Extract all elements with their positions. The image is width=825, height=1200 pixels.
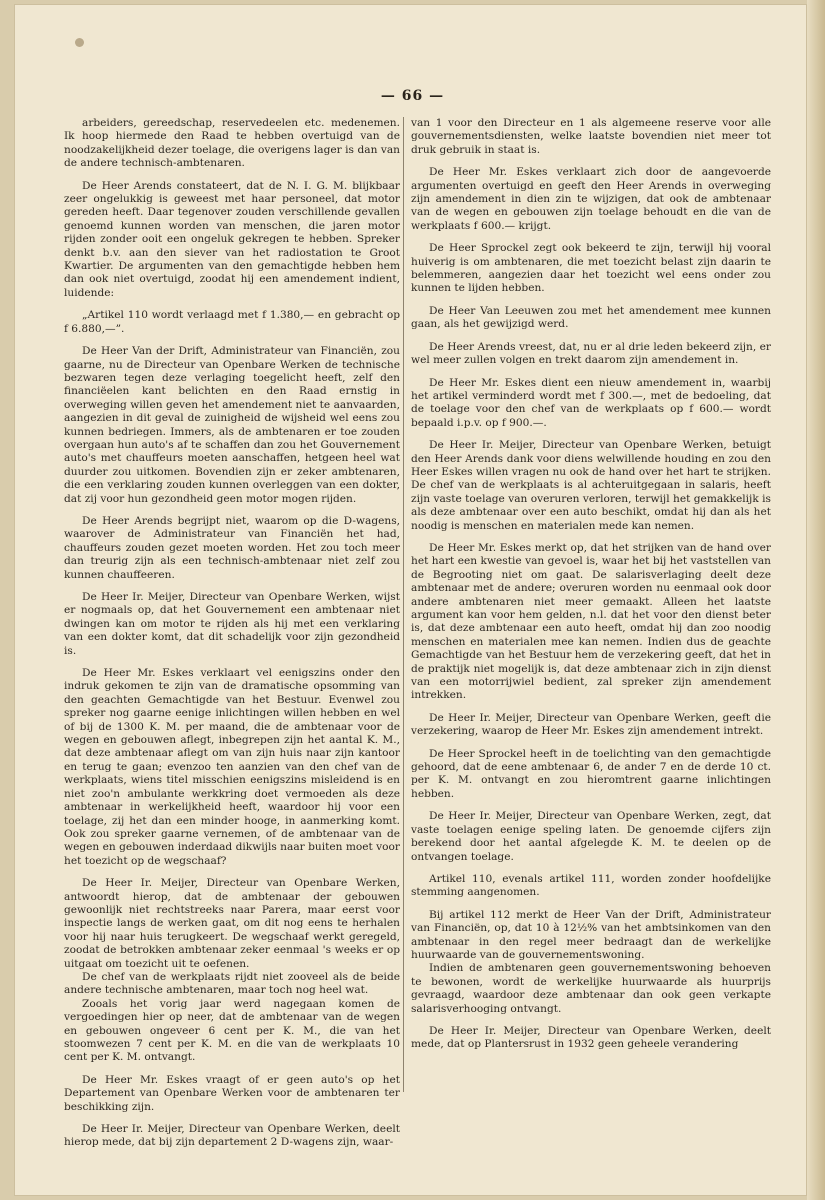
paragraph: De Heer Sprockel zegt ook bekeerd te zijn, terwijl hij vooral huiverig is om ambtenaren, die met toezicht belast zijn daarin te belemmeren, aangezien daar het toezicht wel eens onder zou kunnen te lijden hebben. xyxy=(411,242,771,295)
paragraph: De Heer Mr. Eskes dient een nieuw amendement in, waarbij het artikel verminderd wordt met f 300.—, met de bedoeling, dat de toelage voor den chef van de werkplaats op f 600.— wordt bepaald i.p.v. op f 900.—. xyxy=(411,376,771,429)
column-divider xyxy=(403,117,404,1092)
paragraph: De Heer Van der Drift, Administrateur van Financiën, zou gaarne, nu de Directeur van Openbare Werken de technische bezwaren tegen deze verlaging toegelicht heeft, zelf den financiëelen kant belichten en den Raad ernstig in overweging willen geven het amendement niet te aanvaarden, aangezien in dit geval de zuinigheid de wijsheid wel eens zou kunnen bedriegen. Immers, als de ambtenaren er toe zouden overgaan hun auto's af te schaffen dan zou het Gouvernement auto's met chauffeurs moeten aanschaffen, hetgeen heel wat duurder zou uitkomen. Bovendien zijn er zeker ambtenaren, die een verklaring zouden kunnen overleggen van een dokter, dat zij voor hun gezondheid geen motor mogen rijden. xyxy=(64,345,400,505)
paragraph: De Heer Ir. Meijer, Directeur van Openbare Werken, antwoordt hierop, dat de ambtenaar der gebouwen gewoonlijk niet rechtstreeks naar Parera, maar eerst voor inspectie langs de werken gaat, om dit nog eens te herhalen voor hij naar huis terugkeert. De wegschaaf werkt geregeld, zoodat de betrokken ambtenaar zeker eenmaal 's weeks er op uitgaat om toezicht uit te oefenen. xyxy=(64,877,400,970)
paragraph: De Heer Arends constateert, dat de N. I. G. M. blijkbaar zeer ongelukkig is geweest met haar personeel, dat motor gereden heeft. Daar tegenover zouden verschillende gevallen genoemd kunnen worden van menschen, die jaren motor rijden zonder ooit een ongeluk gekregen te hebben. Spreker denkt b.v. aan den siever van het radiostation te Groot Kwartier. De argumenten van den gemachtigde hebben hem dan ook niet overtuigd, zoodat hij een amendement indient, luidende: xyxy=(64,179,400,299)
paragraph: Bij artikel 112 merkt de Heer Van der Drift, Administrateur van Financiën, op, dat 10 à 12½% van het ambtsinkomen van den ambtenaar in den regel meer bedraagt dan de werkelijke huurwaarde van de gouvernementswoning. xyxy=(411,908,771,961)
right-text-column xyxy=(411,117,771,1061)
paragraph: De Heer Ir. Meijer, Directeur van Openbare Werken, zegt, dat vaste toelagen eenige speling laten. De genoemde cijfers zijn berekend door het aantal afgelegde K. M. te deelen op de ontvangen toelage. xyxy=(411,810,771,863)
paragraph: De Heer Mr. Eskes merkt op, dat het strijken van de hand over het hart een kwestie van gevoel is, waar het bij het vaststellen van de Begrooting niet om gaat. De salarisverlaging deelt deze ambtenaar met de andere; overuren worden nu eenmaal ook door andere ambtenaren niet meer gemaakt. Alleen het laatste argument kan voor hem gelden, n.l. dat het voor den dienst beter is, dat deze ambtenaar een auto heeft, omdat hij dan zoo noodig menschen en materialen mee kan nemen. Indien dus de geachte Gemachtigde van het Bestuur hem de verzekering geeft, dat het in de praktijk niet mogelijk is, dat deze ambtenaar zich in zijn dienst van een motorrijwiel bedient, zal spreker zijn amendement intrekken. xyxy=(411,541,771,702)
left-text-column xyxy=(64,117,400,1159)
paragraph: arbeiders, gereedschap, reservedeelen etc. medenemen. Ik hoop hiermede den Raad te hebben overtuigd van de noodzakelijkheid dezer toelage, die overigens lager is dan van de andere technisch-ambtenaren. xyxy=(64,117,400,170)
paragraph: De Heer Van Leeuwen zou met het amendement mee kunnen gaan, als het gewijzigd werd. xyxy=(411,304,771,331)
paragraph: van 1 voor den Directeur en 1 als algemeene reserve voor alle gouvernementsdiensten, welke laatste bovendien niet meer tot druk gebruik in staat is. xyxy=(411,117,771,156)
paragraph: Artikel 110, evenals artikel 111, worden zonder hoofdelijke stemming aangenomen. xyxy=(411,872,771,899)
paragraph: De Heer Ir. Meijer, Directeur van Openbare Werken, wijst er nogmaals op, dat het Gouvernement een ambtenaar niet dwingen kan om motor te rijden als hij met een verklaring van een dokter komt, dat dit schadelijk voor zijn gezondheid is. xyxy=(64,591,400,657)
page-edge xyxy=(807,0,825,1200)
paragraph: De Heer Arends vreest, dat, nu er al drie leden bekeerd zijn, er wel meer zullen volgen en trekt daarom zijn amendement in. xyxy=(411,340,771,367)
paragraph: De Heer Ir. Meijer, Directeur van Openbare Werken, betuigt den Heer Arends dank voor diens welwillende houding en zou den Heer Eskes willen vragen nu ook de hand over het hart te strijken. De chef van de werkplaats is al achteruitgegaan in salaris, heeft zijn vaste toelage van overuren verloren, terwijl het gemakkelijk is als deze ambtenaar over een auto beschikt, omdat hij dan als het noodig is menschen en materialen mede kan nemen. xyxy=(411,439,771,532)
paragraph: De Heer Mr. Eskes verklaart zich door de aangevoerde argumenten overtuigd en geeft den Heer Arends in overweging zijn amendement in dien zin te wijzigen, dat ook de ambtenaar van de wegen en gebouwen zijn toelage behoudt en die van de werkplaats f 600.— krijgt. xyxy=(411,166,771,232)
paragraph: De chef van de werkplaats rijdt niet zooveel als de beide andere technische ambtenaren, maar toch nog heel wat. xyxy=(64,970,400,997)
paragraph: Indien de ambtenaren geen gouvernementswoning behoeven te bewonen, wordt de werkelijke huurwaarde als huurprijs gevraagd, waardoor deze ambtenaar dan ook geen verkapte salarisverhooging ontvangt. xyxy=(411,962,771,1015)
paragraph: Zooals het vorig jaar werd nagegaan komen de vergoedingen hier op neer, dat de ambtenaar van de wegen en gebouwen ongeveer 6 cent per K. M., die van het stoomwezen 7 cent per K. M. en die van de werkplaats 10 cent per K. M. ontvangt. xyxy=(64,997,400,1064)
paragraph: „Artikel 110 wordt verlaagd met f 1.380,— en gebracht op f 6.880,—”. xyxy=(64,309,400,335)
paragraph: De Heer Ir. Meijer, Directeur van Openbare Werken, deelt hierop mede, dat bij zijn departement 2 D-wagens zijn, waar- xyxy=(64,1123,400,1149)
paragraph: De Heer Mr. Eskes verklaart vel eenigszins onder den indruk gekomen te zijn van de dramatische opsomming van den geachten Gemachtigde van het Bestuur. Evenwel zou spreker nog gaarne eenige inlichtingen willen hebben en wel of bij de 1300 K. M. per maand, die de ambtenaar voor de wegen en gebouwen aflegt, inbegrepen zijn het aantal K. M., dat deze ambtenaar aflegt om van zijn huis naar zijn kantoor en terug te gaan; evenzoo ten aanzien van den chef van de werkplaats, wiens titel misschien eenigszins misleidend is en niet zoo'n ambulante werkkring doet vermoeden als deze ambtenaar in werkelijkheid heeft, waardoor hij voor een toelage, zij het dan een minder hooge, in aanmerking komt. Ook zou spreker gaarne vernemen, of de ambtenaar van de wegen en gebouwen inderdaad dikwijls naar buiten moet voor het toezicht op de wegschaaf? xyxy=(64,667,400,867)
punch-hole xyxy=(75,38,84,47)
page-number: — 66 — xyxy=(380,88,445,104)
paragraph: De Heer Ir. Meijer, Directeur van Openbare Werken, geeft die verzekering, waarop de Heer Mr. Eskes zijn amendement intrekt. xyxy=(411,711,771,738)
paragraph: De Heer Sprockel heeft in de toelichting van den gemachtigde gehoord, dat de eene ambtenaar 6, de ander 7 en de derde 10 ct. per K. M. ontvangt en zou hieromtrent gaarne inlichtingen hebben. xyxy=(411,747,771,800)
paragraph: De Heer Mr. Eskes vraagt of er geen auto's op het Departement van Openbare Werken voor de ambtenaren ter beschikking zijn. xyxy=(64,1073,400,1113)
paragraph: De Heer Ir. Meijer, Directeur van Openbare Werken, deelt mede, dat op Plantersrust in 1932 geen geheele verandering xyxy=(411,1024,771,1051)
paragraph: De Heer Arends begrijpt niet, waarom op die D-wagens, waarover de Administrateur van Financiën het had, chauffeurs zouden gezet moeten worden. Het zou toch meer dan treurig zijn als een technisch-ambtenaar niet zelf zou kunnen chauffeeren. xyxy=(64,514,400,581)
